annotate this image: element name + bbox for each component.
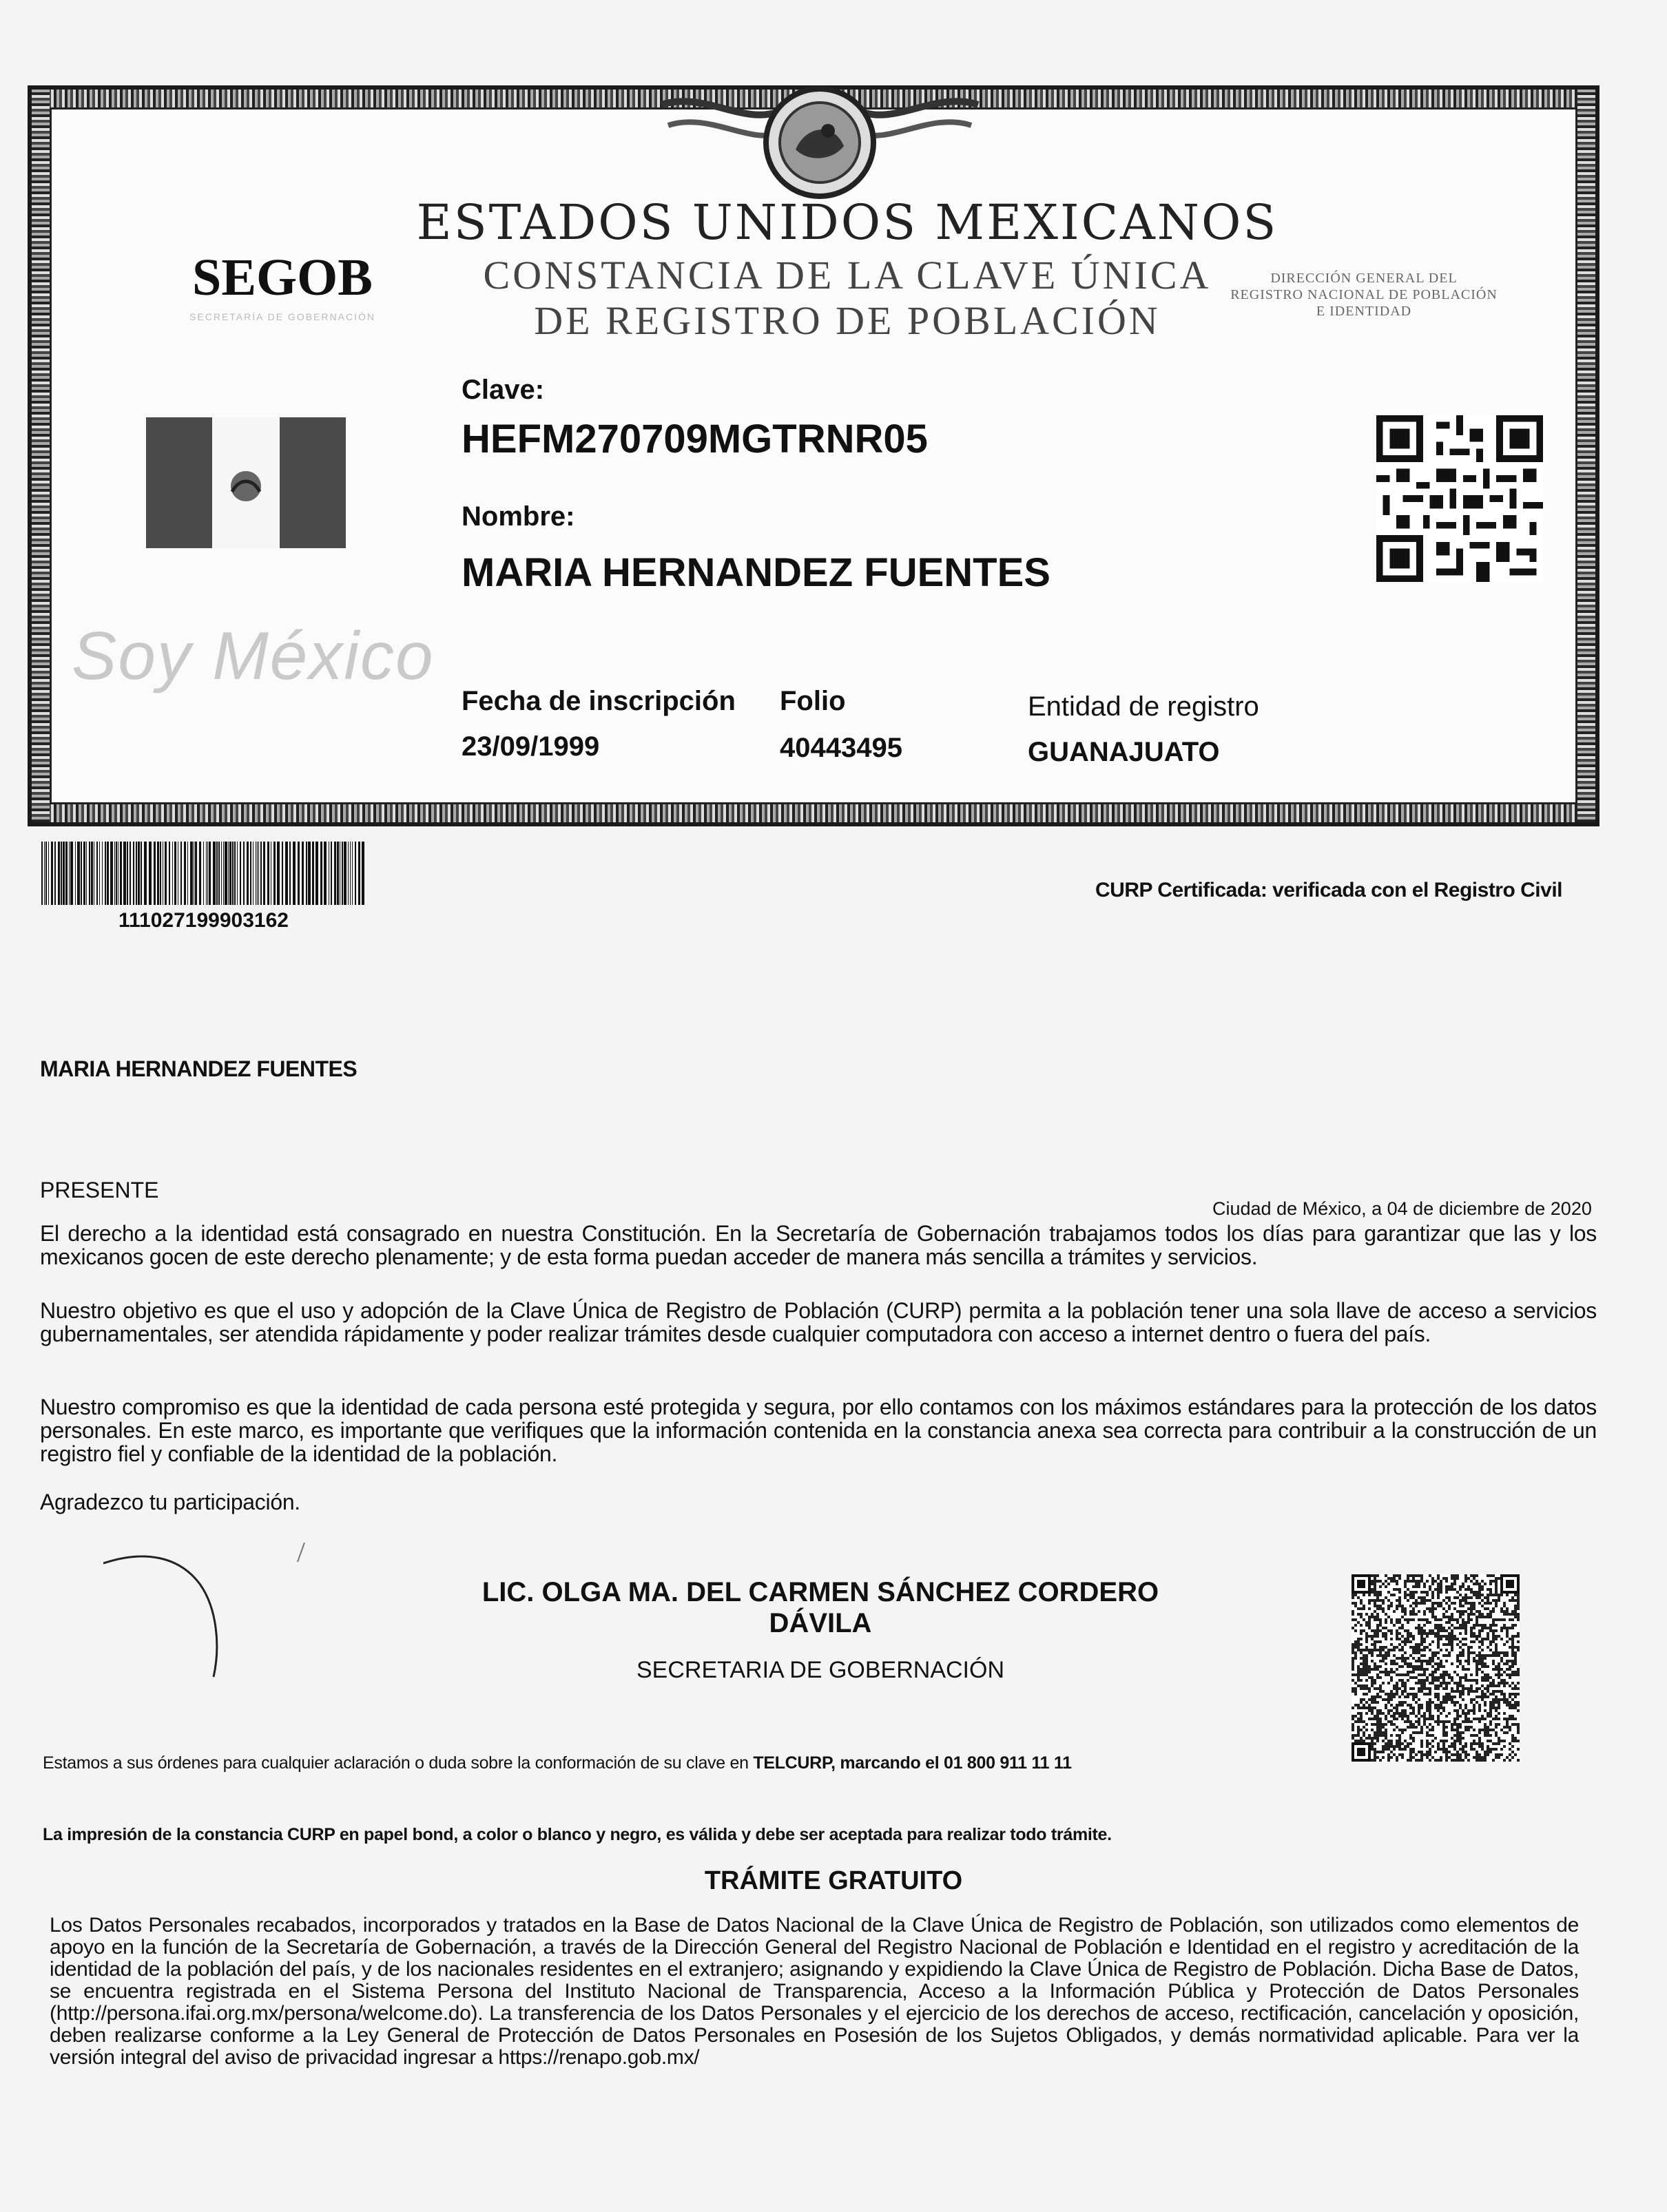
fecha-inscripcion-label: Fecha de inscripción	[462, 686, 736, 716]
agency-name-line1: DIRECCIÓN GENERAL DEL	[1270, 271, 1458, 286]
document-title-line1: CONSTANCIA DE LA CLAVE ÚNICA	[483, 253, 1212, 298]
fecha-inscripcion-value: 23/09/1999	[462, 731, 600, 762]
decorative-border-right	[1577, 90, 1595, 822]
signatory-position: SECRETARIA DE GOBERNACIÓN	[636, 1657, 1005, 1683]
letter-place-date: Ciudad de México, a 04 de diciembre de 2020	[1212, 1198, 1592, 1219]
letter-recipient: MARIA HERNANDEZ FUENTES	[40, 1056, 358, 1081]
decorative-border-bottom	[32, 804, 1595, 822]
folio-label: Folio	[780, 686, 846, 716]
telcurp-note	[43, 1753, 1072, 1773]
telcurp-phone: TELCURP, marcando el 01 800 911 11 11	[753, 1753, 1072, 1773]
country-heading: ESTADOS UNIDOS MEXICANOS	[416, 194, 1278, 251]
qr-code-icon	[1352, 1574, 1520, 1762]
letter-paragraph-3: Nuestro compromiso es que la identidad de cada persona esté protegida y segura, por ello contamos con los máximos estándares para la protección de los datos personales. En este marco, es importante que verifiques que la información contenida en la constancia anexa sea correcta para contribuir a la construcción de un registro fiel y confiable de la identidad de la población.	[40, 1395, 1597, 1466]
letter-paragraph-2: Nuestro objetivo es que el uso y adopción de la Clave Única de Registro de Población (CURP) permita a la población tener una sola llave de acceso a servicios gubernamentales, ser atendida rápidamente y poder realizar trámites desde cualquier computadora con acceso a internet dentro o fuera del país.	[40, 1298, 1597, 1346]
document-title-line2: DE REGISTRO DE POBLACIÓN	[534, 298, 1161, 343]
barcode-icon	[41, 842, 365, 905]
clave-label: Clave:	[462, 375, 545, 405]
curp-certified-note: CURP Certificada: verificada con el Registro Civil	[1095, 879, 1562, 901]
nombre-value: MARIA HERNANDEZ FUENTES	[462, 550, 1050, 595]
entidad-value: GUANAJUATO	[1028, 737, 1220, 767]
letter-presente: PRESENTE	[40, 1178, 159, 1202]
agency-name-line2: REGISTRO NACIONAL DE POBLACIÓN	[1230, 287, 1498, 302]
free-procedure-heading: TRÁMITE GRATUITO	[704, 1866, 963, 1895]
clave-value: HEFM270709MGTRNR05	[462, 417, 928, 461]
entidad-label: Entidad de registro	[1028, 691, 1259, 722]
privacy-notice: Los Datos Personales recabados, incorporados y tratados en la Base de Datos Nacional de la Clave Única de Registro de Población, son utilizados como elementos de apoyo en la función de la Secretaría de Gobernación, a través de la Dirección General del Registro Nacional de Población e Identidad en el registro y acreditación de la identidad de la población del país, y de los nacionales residentes en el extranjero; asignando y expidiendo la Clave Única de Registro de Población. Dicha Base de Datos, se encuentra registrada en el Sistema Persona del Instituto Nacional de Transparencia, Acceso a la Información Pública y Protección de Datos Personales (http://persona.ifai.org.mx/persona/welcome.do). La transferencia de los Datos Personales y el ejercicio de los derechos de acceso, rectificación, cancelación y oposición, deben realizarse conforme a la Ley General de Protección de Datos Personales en Posesión de los Sujetos Obligados, y demás normatividad aplicable. Para ver la versión integral del aviso de privacidad ingresar a https://renapo.gob.mx/	[50, 1914, 1579, 2069]
mexican-flag-icon	[146, 417, 346, 548]
letter-closing: Agradezco tu participación.	[40, 1490, 300, 1514]
segob-subtitle: SECRETARÍA DE GOBERNACIÓN	[189, 311, 375, 322]
signatory-name: LIC. OLGA MA. DEL CARMEN SÁNCHEZ CORDERO DÁVILA	[482, 1577, 1159, 1638]
qr-code-icon	[1376, 415, 1543, 583]
soy-mexico-watermark: Soy México	[72, 618, 435, 693]
folio-value: 40443495	[780, 733, 902, 763]
signature-icon	[103, 1543, 324, 1694]
nombre-label: Nombre:	[462, 501, 575, 532]
agency-name	[1192, 270, 1536, 320]
segob-logo-text: SEGOB	[192, 249, 373, 306]
letter-paragraph-1: El derecho a la identidad está consagrado en nuestra Constitución. En la Secretaría de Gobernación trabajamos todos los días para garantizar que las y los mexicanos gocen de este derecho plenamente; y de esta forma puedan acceder de manera más sencilla a trámites y servicios.	[40, 1221, 1597, 1269]
print-validity-note: La impresión de la constancia CURP en papel bond, a color o blanco y negro, es válida y debe ser aceptada para realizar todo trámite.	[43, 1825, 1112, 1844]
telcurp-note-text: Estamos a sus órdenes para cualquier aclaración o duda sobre la conformación de su clave en	[43, 1753, 749, 1773]
coat-of-arms-icon	[648, 84, 992, 201]
decorative-border-left	[32, 90, 50, 822]
agency-name-line3: E IDENTIDAD	[1316, 304, 1412, 319]
barcode-number: 111027199903162	[118, 909, 289, 932]
